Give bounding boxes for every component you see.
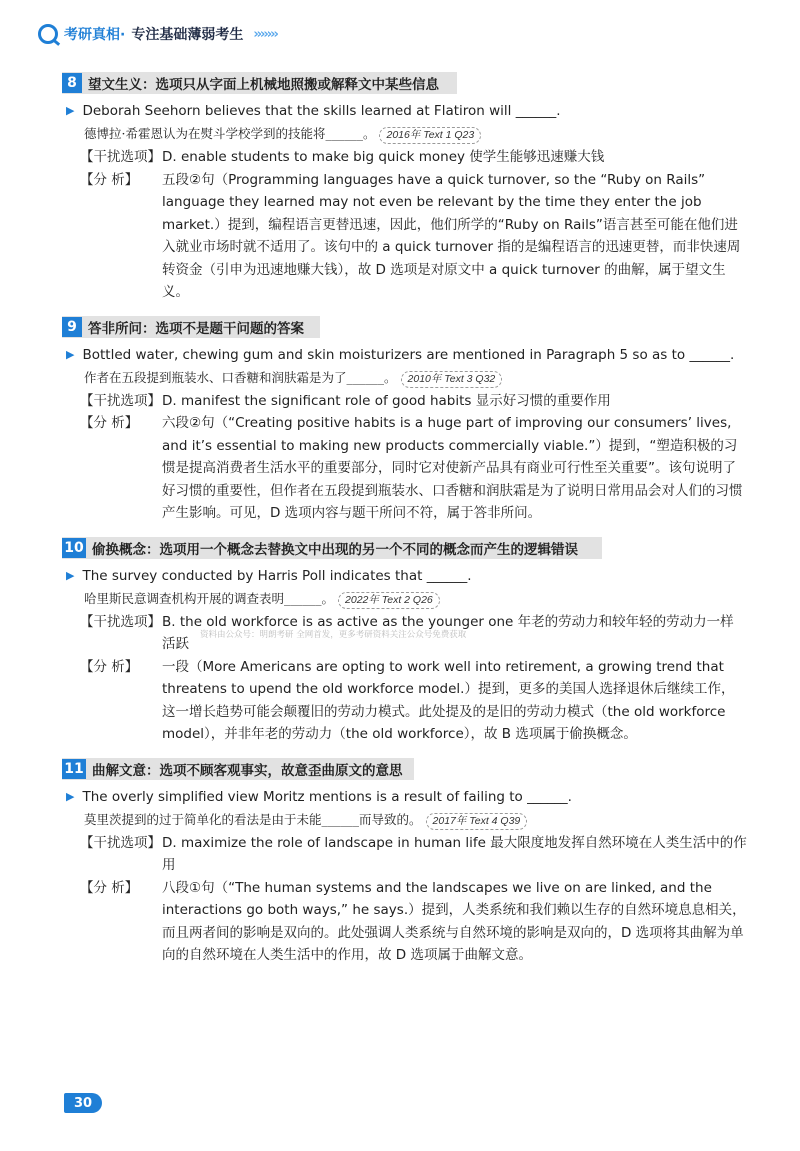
section-number: 10 (62, 538, 86, 558)
chevrons-decoration: ››››››› (253, 26, 277, 42)
section-number: 11 (62, 759, 86, 779)
section-9 (62, 316, 747, 525)
triangle-bullet-icon: ▶ (66, 347, 75, 361)
distractor-text: D. maximize the role of landscape in human life 最大限度地发挥自然环境在人类生活中的作用 (162, 834, 747, 873)
question-text: The survey conducted by Harris Poll indicates that ______. (82, 567, 472, 584)
analysis-text: 一段（More Americans are opting to work well into retirement, a growing trend that threatens to upend the old workforce model.）提到，更多的美国人选择退休后继续工作，这一增长趋势可能会颠覆旧的劳动力模式。此处提及的是旧的劳动力模式（the old workforce model），并非年老的劳动力（the old workforce），故 B 选项属于偷换概念。 (162, 658, 735, 742)
section-10 (62, 537, 747, 746)
section-8 (62, 72, 747, 304)
analysis-row (80, 412, 747, 525)
source-tag: 2022年 Text 2 Q26 (338, 592, 440, 609)
section-title: 望文生义：选项只从字面上机械地照搬或解释文中某些信息 (88, 77, 439, 93)
question (66, 344, 747, 366)
section-title: 偷换概念：选项用一个概念去替换文中出现的另一个不同的概念而产生的逻辑错误 (92, 541, 578, 558)
analysis-row (80, 656, 747, 746)
analysis-row (80, 169, 747, 304)
distractor-label: 【干扰选项】 (80, 149, 161, 165)
brand-slogan: 专注基础薄弱考生 (131, 27, 244, 43)
brand-name: 考研真相· (64, 27, 126, 43)
question-translation (84, 808, 747, 832)
question (66, 565, 747, 587)
question (66, 786, 747, 808)
distractor-label: 【干扰选项】 (80, 613, 161, 630)
distractor-text: D. enable students to make big quick money 使学生能够迅速赚大钱 (162, 149, 605, 165)
distractor-text: B. the old workforce is as active as the younger one 年老的劳动力和较年轻的劳动力一样活跃 (162, 613, 734, 652)
section-title: 答非所问：选项不是题干问题的答案 (88, 320, 304, 337)
question-translation (84, 122, 747, 146)
question-translation (84, 587, 747, 611)
distractor-row (80, 832, 747, 877)
triangle-bullet-icon: ▶ (66, 789, 75, 803)
distractor-row (80, 611, 747, 656)
section-heading (62, 72, 457, 94)
triangle-bullet-icon: ▶ (66, 104, 75, 117)
section-title: 曲解文意：选项不顾客观事实，故意歪曲原文的意思 (92, 762, 403, 779)
source-tag: 2010年 Text 3 Q32 (401, 371, 503, 388)
section-heading (62, 758, 414, 780)
analysis-label: 【分 析】 (80, 879, 139, 896)
translation-text: 莫里茨提到的过于简单化的看法是由于未能______而导致的。 (84, 811, 422, 827)
distractor-text: D. manifest the significant role of good habits 显示好习惯的重要作用 (162, 392, 611, 409)
section-heading (62, 537, 602, 559)
analysis-text: 六段②句（“Creating positive habits is a huge part of improving our consumers’ lives, and it’s essential to making new products commercially viable.”）提到，“塑造积极的习惯是提高消费者生活水平的重要部分，同时它对使新产品具有商业可行性至关重要”。该句说明了好习惯的重要性，但作者在五段提到瓶装水、口香糖和润肤霜是为了说明日常用品会对人们的习惯产生影响。可见，D 选项内容与题干所问不符，属于答非所问。 (162, 415, 743, 521)
question-text: Deborah Seehorn believes that the skills learned at Flatiron will ______. (82, 103, 561, 119)
question-text: The overly simplified view Moritz mentions is a result of failing to ______. (82, 788, 572, 805)
question-text: Bottled water, chewing gum and skin moisturizers are mentioned in Paragraph 5 so as to ______. (82, 346, 735, 363)
distractor-row (80, 146, 747, 169)
translation-text: 作者在五段提到瓶装水、口香糖和润肤霜是为了______。 (84, 369, 397, 385)
translation-text: 哈里斯民意调查机构开展的调查表明______。 (84, 590, 335, 606)
page-number: 30 (64, 1093, 102, 1113)
analysis-label: 【分 析】 (80, 415, 139, 431)
distractor-label: 【干扰选项】 (80, 392, 161, 409)
translation-text: 德博拉·希霍恩认为在熨斗学校学到的技能将______。 (84, 126, 376, 141)
page-content (62, 72, 747, 979)
triangle-bullet-icon: ▶ (66, 568, 75, 582)
analysis-label: 【分 析】 (80, 658, 139, 675)
distractor-row (80, 390, 747, 413)
analysis-text: 五段②句（Programming languages have a quick turnover, so the “Ruby on Rails” language they learned may not even be relevant by the time they enter the job market.）提到，编程语言更替迅速，因此，他们所学的“Ruby on Rails”语言甚至可能在他们进入就业市场时就不适用了。该句中的 a quick turnover 指的是编程语言的迅速更替，而非快速周转资金（引申为迅速地赚大钱），故 D 选项是对原文中 a quick turnover 的曲解，属于望文生义。 (162, 171, 741, 300)
analysis-text: 八段①句（“The human systems and the landscapes we live on are linked, and the interactions go both ways,” he says.）提到，人类系统和我们赖以生存的自然环境息息相关，而且两者间的影响是双向的。此处强调人类系统与自然环境的影响是双向的，D 选项将其曲解为单向的自然环境在人类生活中的作用，故 D 选项属于曲解文意。 (162, 879, 746, 963)
source-tag: 2017年 Text 4 Q39 (426, 813, 528, 830)
section-11 (62, 758, 747, 967)
page-header (38, 24, 277, 44)
analysis-label: 【分 析】 (80, 171, 139, 188)
section-heading (62, 316, 320, 338)
question (66, 100, 747, 122)
source-tag: 2016年 Text 1 Q23 (379, 127, 481, 144)
q-magnifier-icon (38, 24, 58, 44)
analysis-row (80, 877, 747, 967)
distractor-label: 【干扰选项】 (80, 834, 161, 851)
section-number: 8 (62, 73, 82, 93)
watermark-text: 资料由公众号：明朗考研 全网首发，更多考研资料关注公众号免费获取 (200, 630, 467, 640)
question-translation (84, 366, 747, 390)
section-number: 9 (62, 317, 82, 337)
